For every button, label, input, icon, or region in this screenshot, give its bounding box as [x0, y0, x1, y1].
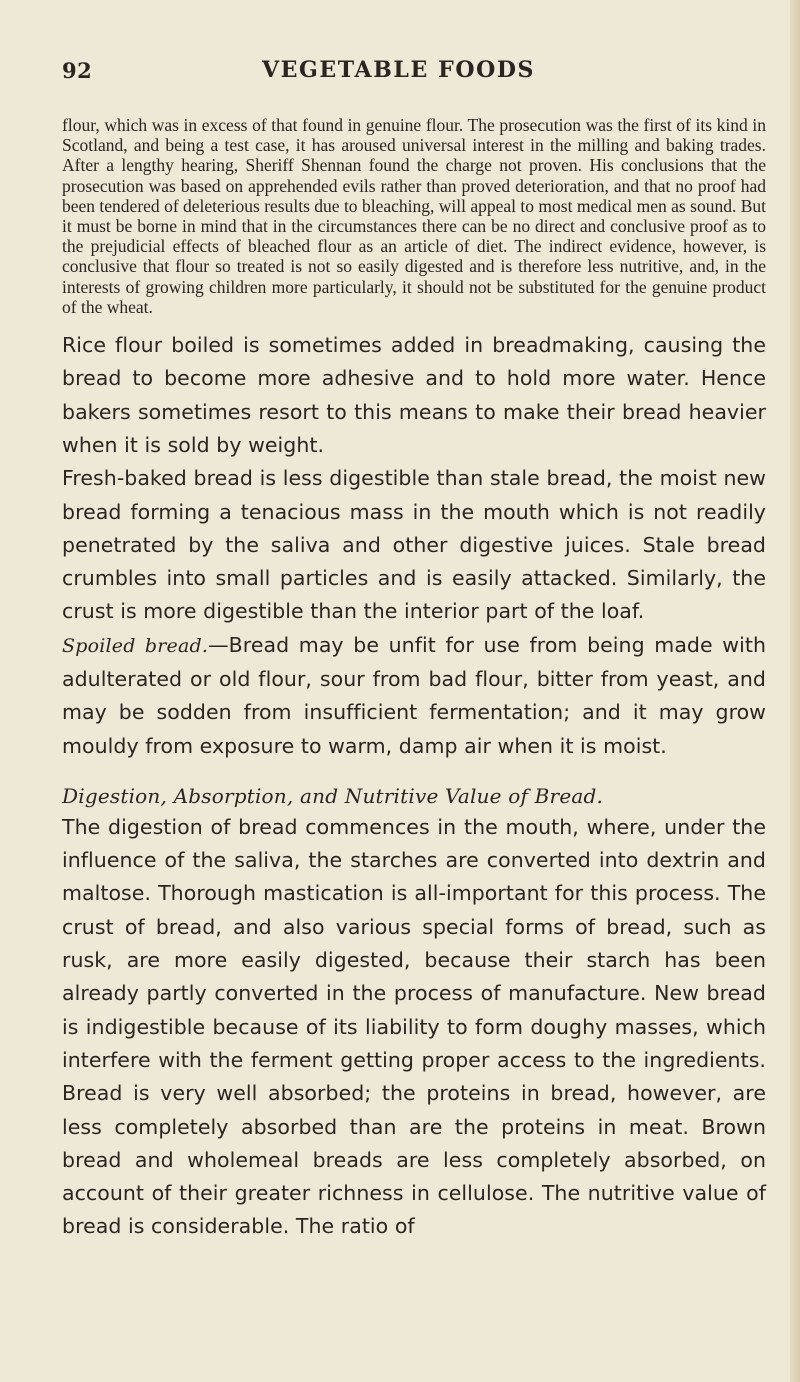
section-subheading: Digestion, Absorption, and Nutritive Value of Bread. — [62, 783, 604, 808]
paragraph-digestion: The digestion of bread commences in the mouth, where, under the influence of the saliva, the starches are converted into dextrin and maltose. Thorough mastication is all-important for this process. The crust of bread, and also various special forms of bread, such as rusk, are more easily digested, because their starch has been already partly converted in the process of manufacture. New bread is indigestible because of its liability to form doughy masses, which interfere with the ferment getting proper access to the ingredients. Bread is very well absorbed; the proteins in bread, however, are less completely absorbed than are the proteins in meat. Brown bread and wholemeal breads are less completely absorbed, on account of their greater richness in cellulose. The nutritive value of bread is considerable. The ratio of — [62, 814, 766, 1239]
page-header — [62, 55, 766, 93]
paragraph-bleached-flour: flour, which was in excess of that found in genuine flour. The prosecution was the first of its kind in Scotland, and being a test case, it has aroused universal interest in the milling and baking trades. After a lengthy hearing, Sheriff Shennan found the charge not proven. His conclusions that the prosecution was based on apprehended evils rather than proved deterioration, and that no proof had been tendered of deleterious results due to bleaching, will appeal to most medical men as sound. But it must be borne in mind that in the circumstances there can be no direct and conclusive proof as to the prejudicial effects of bleached flour as an article of diet. The indirect evidence, however, is conclusive that flour so treated is not so easily digested and is therefore less nutritive, and, in the interests of growing children more particularly, it should not be substituted for the genuine product of the wheat. — [62, 115, 766, 317]
paragraph-fresh-bread: Fresh-baked bread is less digestible than stale bread, the moist new bread forming a tenacious mass in the mouth which is not readily penetrated by the saliva and other digestive juices. Stale bread crumbles into small particles and is easily attacked. Similarly, the crust is more digestible than the interior part of the loaf. — [62, 466, 766, 624]
spoiled-bread-body: —Bread may be unfit for use from being made with adulterated or old flour, sour from bad flour, bitter from yeast, and may be sodden from insufficient fermentation; and it may grow mouldy from exposure to warm, damp air when it is moist. — [62, 632, 766, 758]
paragraph-spoiled-bread — [62, 629, 766, 763]
running-head: VEGETABLE FOODS — [262, 57, 536, 83]
spoiled-bread-lead: Spoiled bread. — [62, 634, 209, 657]
main-text-section — [62, 329, 766, 1244]
page-number: 92 — [62, 58, 93, 83]
page-edge-shadow — [790, 0, 800, 1382]
small-print-section — [62, 115, 766, 317]
paragraph-rice-flour: Rice flour boiled is sometimes added in breadmaking, causing the bread to become more adhesive and to hold more water. Hence bakers sometimes resort to this means to make their bread heavier when it is sold by weight. — [62, 333, 766, 457]
